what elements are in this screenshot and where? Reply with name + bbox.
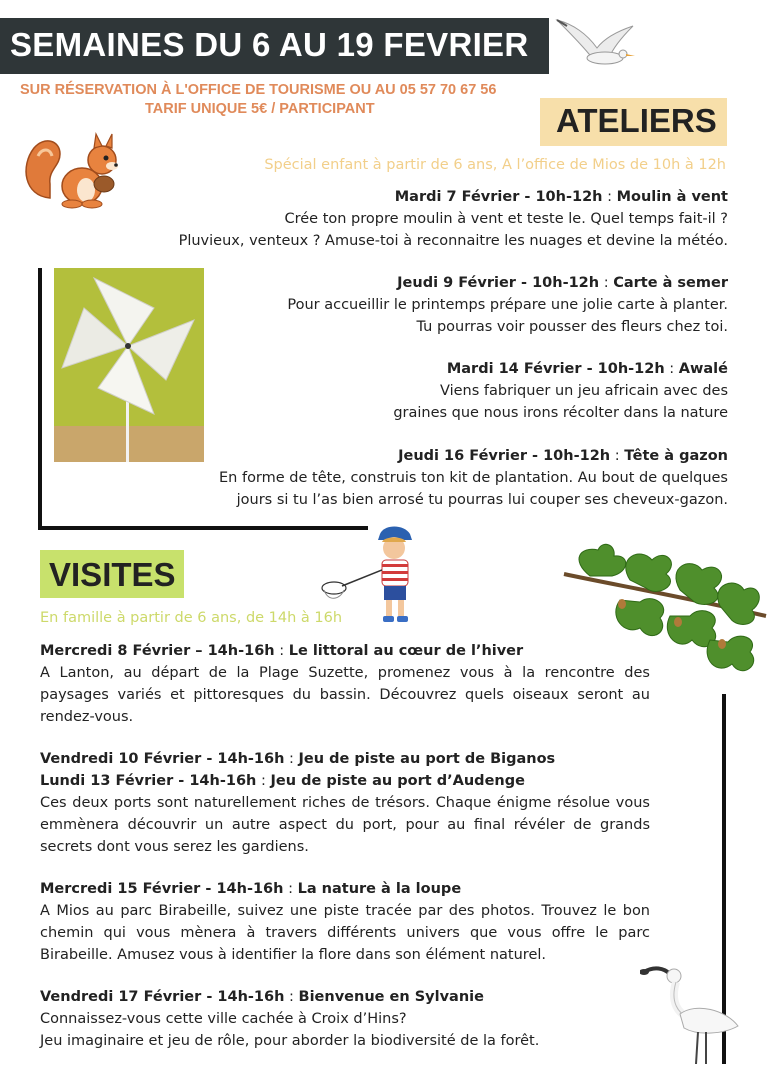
- spoonbill-illustration: [640, 962, 744, 1066]
- atelier-item: Jeudi 16 Février - 10h-12h : Tête à gazon En forme de tête, construis ton kit de plantation. Au bout de quelques jours si tu l’as bien arrosé tu pourras lui couper ses cheveux-gazon.: [219, 448, 728, 508]
- reservation-text: SUR RÉSERVATION À L'OFFICE DE TOURISME OU AU 05 57 70 67 56: [20, 82, 497, 98]
- visites-subtitle: En famille à partir de 6 ans, de 14h à 16h: [40, 610, 343, 626]
- pinwheel-photo: [54, 268, 204, 462]
- seagull-illustration: [553, 14, 645, 70]
- tarif-text: TARIF UNIQUE 5€ / PARTICIPANT: [145, 101, 375, 117]
- boy-with-net-illustration: [320, 524, 420, 628]
- visite-heading: Mercredi 15 Février - 14h-16h : La nature à la loupe: [40, 881, 462, 897]
- visite-heading: Vendredi 17 Février - 14h-16h : Bienvenue en Sylvanie: [40, 989, 484, 1005]
- page-title: SEMAINES DU 6 AU 19 FEVRIER: [10, 26, 529, 63]
- atelier-item: Mardi 14 Février - 10h-12h : Awalé Viens fabriquer un jeu africain avec des graines que nous irons récolter dans la nature: [393, 361, 728, 421]
- frame-line-left: [38, 268, 42, 530]
- visite-heading: Lundi 13 Février - 14h-16h : Jeu de piste au port d’Audenge: [40, 773, 525, 789]
- visite-description: Ces deux ports sont naturellement riches de trésors. Chaque énigme résolue vous emmènera découvrir un autre aspect du port, pour au final révéler de grands secrets dont vous serez les gardiens.: [40, 795, 650, 855]
- ateliers-subtitle: Spécial enfant à partir de 6 ans, A l’office de Mios de 10h à 12h: [264, 157, 726, 173]
- ateliers-title: ATELIERS: [556, 102, 717, 139]
- frame-line-bottom: [38, 526, 368, 530]
- visites-title: VISITES: [49, 556, 176, 593]
- visite-description: Connaissez-vous cette ville cachée à Croix d’Hins?: [40, 1011, 407, 1027]
- visite-heading: Mercredi 8 Février – 14h-16h : Le littoral au cœur de l’hiver: [40, 643, 524, 659]
- visite-description: Jeu imaginaire et jeu de rôle, pour aborder la biodiversité de la forêt.: [40, 1033, 540, 1049]
- atelier-item: Jeudi 9 Février - 10h-12h : Carte à semer Pour accueillir le printemps prépare une jolie carte à planter. Tu pourras voir pousser des fleurs chez toi.: [287, 275, 728, 335]
- visite-heading: Vendredi 10 Février - 14h-16h : Jeu de piste au port de Biganos: [40, 751, 556, 767]
- visite-description: A Mios au parc Birabeille, suivez une piste tracée par des photos. Trouvez le bon chemin qui vous mènera à travers différents univers que vous offre le parc Birabeille. Amusez vous à identifier la flore dans son élément naturel.: [40, 903, 650, 963]
- squirrel-illustration: [20, 126, 130, 212]
- atelier-item: Mardi 7 Février - 10h-12h : Moulin à vent Crée ton propre moulin à vent et teste le. Quel temps fait-il ? Pluvieux, venteux ? Amuse-toi à reconnaitre les nuages et devine la météo.: [178, 189, 728, 249]
- visite-description: A Lanton, au départ de la Plage Suzette, promenez vous à la rencontre des paysages variés et pittoresques du bassin. Découvrez quels oiseaux seront au rendez-vous.: [40, 665, 650, 725]
